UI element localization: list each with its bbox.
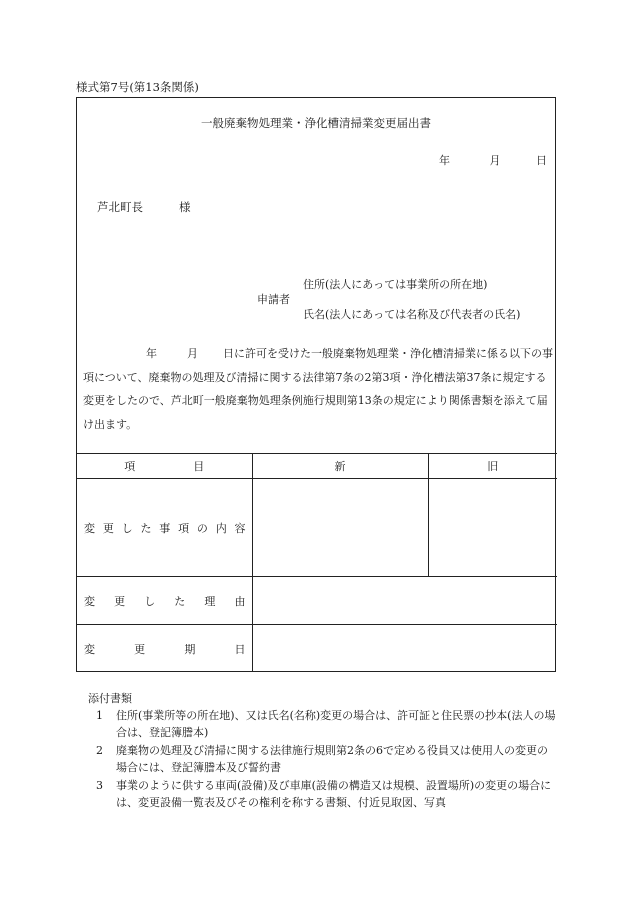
date-month: 月 bbox=[489, 154, 501, 167]
applicant-label: 申請者 bbox=[257, 293, 290, 306]
list-item: 2 廃棄物の処理及び清掃に関する法律施行規則第2条の6で定める役員又は使用人の変更の場合には、登記簿謄本及び誓約書 bbox=[96, 743, 548, 775]
header-item bbox=[77, 454, 252, 479]
statement-text bbox=[83, 342, 553, 436]
list-item: 1 住所(事業所等の所在地)、又は氏名(名称)変更の場合は、許可証と住民票の抄本(法人の場合は、登記簿謄本) bbox=[96, 709, 556, 740]
statement-month: 月 bbox=[187, 347, 198, 360]
statement-body: 日に許可を受けた一般廃棄物処理業・浄化槽清掃業に係る以下の事項について、廃棄物の処理及び清掃に関する法律第7条の2第3項・浄化槽法第37条に規定する変更をしたので、芦北町一般廃棄物処理条例施行規則第13条の規定により関係書類を添えて届け出ます。 bbox=[83, 347, 553, 431]
form-title: 一般廃棄物処理業・浄化槽清掃業変更届出書 bbox=[201, 116, 431, 130]
statement-year: 年 bbox=[146, 347, 157, 360]
content-old-cell[interactable] bbox=[428, 479, 557, 577]
row-label-reason: 変 更 し た 理 由 bbox=[77, 577, 252, 625]
form-frame bbox=[76, 97, 556, 672]
table-header-row bbox=[77, 454, 557, 479]
content-new-cell[interactable] bbox=[252, 479, 428, 577]
change-items-table bbox=[77, 453, 557, 672]
date-day: 日 bbox=[536, 154, 547, 167]
header-old: 旧 bbox=[428, 454, 557, 479]
addressee bbox=[97, 199, 191, 215]
change-date-cell[interactable] bbox=[252, 625, 557, 673]
table-row bbox=[77, 577, 557, 625]
table-row bbox=[77, 479, 557, 577]
attachments-list bbox=[96, 707, 556, 811]
reason-cell[interactable] bbox=[252, 577, 557, 625]
table-row bbox=[77, 625, 557, 673]
list-item: 3 事業のように供する車両(設備)及び車庫(設備の構造又は規模、設置場所)の変更の場合には、変更設備一覧表及びその権利を称する書類、付近見取図、写真 bbox=[96, 778, 552, 810]
header-item-char-1: 項 bbox=[124, 460, 136, 473]
attachments-title: 添付書類 bbox=[88, 692, 132, 705]
form-number-label: 様式第7号(第13条関係) bbox=[76, 80, 199, 94]
submission-date bbox=[439, 152, 547, 168]
header-item-char-2: 目 bbox=[193, 460, 205, 473]
header-new: 新 bbox=[252, 454, 428, 479]
row-label-date: 変 更 期 日 bbox=[77, 625, 252, 673]
date-year: 年 bbox=[439, 154, 450, 167]
applicant-name-label: 氏名(法人にあっては名称及び代表者の氏名) bbox=[303, 308, 521, 321]
addressee-name: 芦北町長 bbox=[97, 200, 143, 214]
row-label-content: 変 更 し た 事 項 の 内 容 bbox=[77, 479, 252, 577]
addressee-honorific: 様 bbox=[179, 200, 191, 214]
applicant-address-label: 住所(法人にあっては事業所の所在地) bbox=[303, 278, 488, 291]
